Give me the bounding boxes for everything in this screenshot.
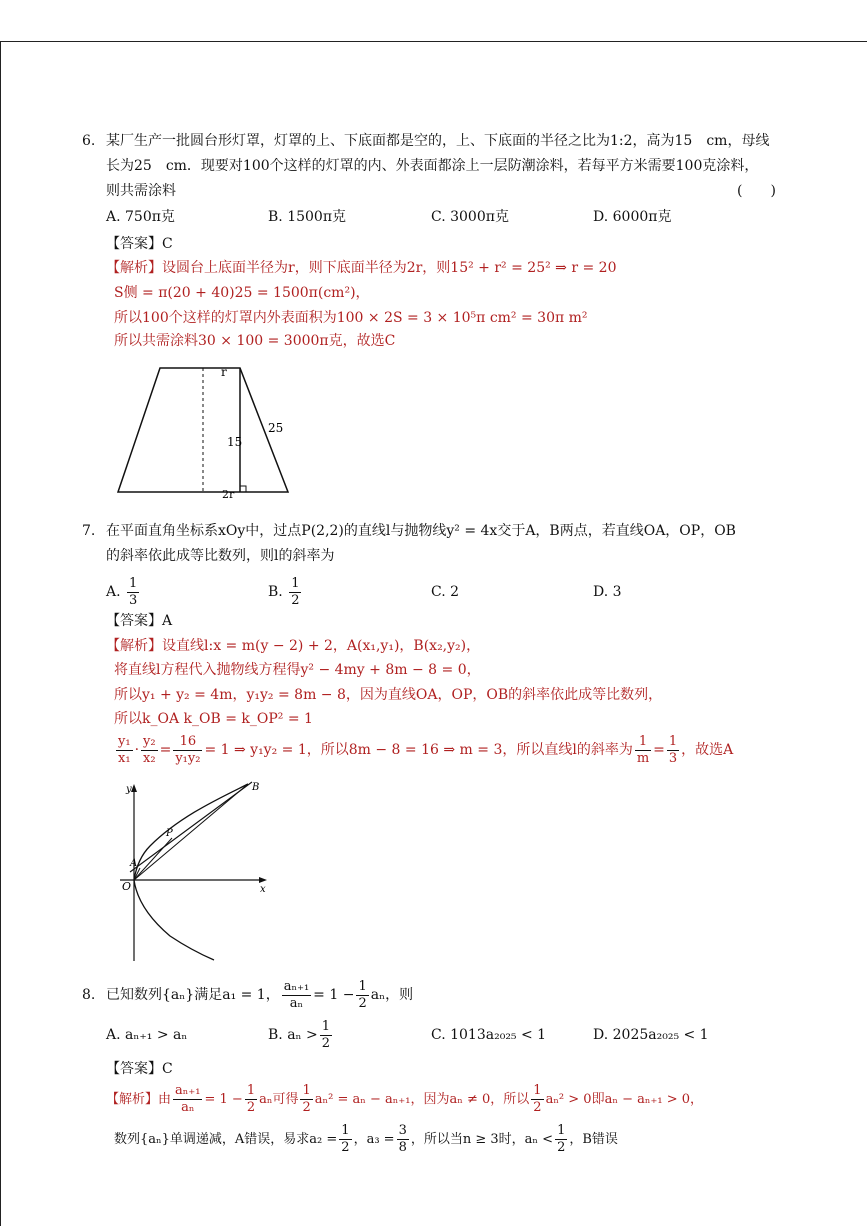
q7-solution-tag: 【解析】 [106, 638, 162, 654]
q7-answer: A [162, 613, 173, 629]
frac [555, 1123, 567, 1156]
label-r: r [221, 365, 227, 379]
frac-den: aₙ [181, 1100, 195, 1115]
q6-solution-line3: 所以100个这样的灯罩内外表面积为100 × 2S = 3 × 10⁵π cm² = 30π m² [114, 310, 588, 326]
q7-option-a-label: A. [106, 584, 121, 600]
frac [339, 1123, 351, 1156]
q8-solution-line2 [114, 1122, 618, 1158]
frac [300, 1083, 312, 1116]
q6-stem-line3: 则共需涂料 [106, 183, 176, 199]
frac-den: 2 [291, 592, 300, 608]
frac-den: 2 [246, 1100, 256, 1115]
frac-num: 1 [635, 734, 651, 751]
frac-num: 1 [129, 575, 138, 591]
q6-option-c: C. 3000π克 [431, 209, 509, 225]
q8-sol-text: = 1 − [204, 1092, 243, 1107]
q8-sol-text: 由 [158, 1092, 172, 1107]
q8-option-b-label: B. aₙ > [268, 1027, 318, 1043]
q7-solution-text1: 设直线l:x = m(y − 2) + 2，A(x₁,y₁)，B(x₂,y₂)， [162, 638, 481, 654]
x-axis-arrow [259, 877, 267, 883]
frac-den: 2 [358, 995, 367, 1011]
frac [245, 1083, 257, 1116]
frac-num: 1 [358, 978, 367, 994]
q6-solution-line2: S侧 = π(20 + 40)25 = 1500π(cm²)， [114, 285, 370, 301]
parabola-curve [134, 784, 248, 960]
q8-option-c: C. 1013a₂₀₂₅ < 1 [431, 1027, 547, 1043]
frac [531, 1083, 543, 1116]
frac-den: 2 [302, 1100, 311, 1115]
q6-option-d: D. 6000π克 [593, 209, 672, 225]
page-left-border [0, 41, 1, 1226]
frac-num: aₙ₊₁ [283, 978, 310, 994]
frac-den: 8 [398, 1140, 407, 1155]
frac [320, 1019, 332, 1052]
frac-num: 1 [557, 1123, 566, 1138]
label-B: B [252, 782, 260, 793]
frac-den: m [636, 750, 650, 766]
q8-option-d: D. 2025a₂₀₂₅ < 1 [593, 1027, 709, 1043]
q8-answer: C [162, 1061, 173, 1077]
q6-solution-tag: 【解析】 [106, 260, 162, 276]
q6-option-b: B. 1500π克 [268, 209, 347, 225]
q8-stem-part-c: aₙ，则 [370, 987, 414, 1003]
q6-number: 6. [82, 133, 96, 149]
frac-num: 1 [246, 1083, 256, 1098]
q6-stem-line1: 某厂生产一批圆台形灯罩，灯罩的上、下底面都是空的，上、下底面的半径之比为1:2，高为15 cm，母线 [106, 133, 770, 149]
right-angle-mark [240, 486, 246, 492]
frac-num: 1 [302, 1083, 311, 1098]
frac [397, 1123, 409, 1156]
frac [173, 1083, 202, 1116]
q7-stem-line1: 在平面直角坐标系xOy中，过点P(2,2)的直线l与抛物线y² = 4x交于A，B两点，若直线OA，OP，OB [106, 523, 736, 539]
q6-answer-line [106, 234, 173, 254]
q7-option-b-fraction [289, 576, 301, 609]
frac-num: 1 [291, 575, 300, 591]
segment-OB [134, 784, 248, 880]
frac-den: 2 [557, 1140, 566, 1155]
q7-number: 7. [82, 523, 96, 539]
frac-den: aₙ [289, 995, 304, 1011]
q7-answer-tag: 【答案】 [106, 613, 162, 629]
frac-num: aₙ₊₁ [175, 1083, 201, 1098]
q8-sol-text: aₙ² > 0即aₙ − aₙ₊₁ > 0， [545, 1092, 703, 1107]
q7-solution-line5: $\frac{\text{y₁}}{\text{x₁}}$ · $\frac{\text{y₂}}{\text{x₂}}$ = $\frac{16}{\text{y₁y₂}}$ = 1 ⇒ y₁y₂ = 1，所以8m − 8 = 16 ⇒ m = 3，所以直线l的斜率为 $\frac{1}{m}$ = $\frac{1}{3}$ ，故选A [118, 733, 734, 766]
q8-sol-text: ，a₃ = [353, 1132, 395, 1147]
frac-num: 1 [668, 733, 678, 749]
q6-answer-tag: 【答案】 [106, 236, 162, 252]
frac-den: 3 [129, 592, 138, 608]
frac-num: y₂ [143, 733, 156, 749]
frac-num: y₁ [118, 733, 131, 749]
frac-num: 1 [321, 1018, 331, 1034]
q7-option-b [268, 575, 303, 609]
q6-stem-line2: 长为25 cm．现要对100个这样的灯罩的内、外表面都涂上一层防潮涂料，若每平方米需要100克涂料， [106, 158, 759, 174]
q6-answer: C [162, 236, 173, 252]
q8-number: 8. [82, 987, 96, 1003]
q7-parabola-figure [110, 776, 280, 966]
frac-den: 2 [321, 1035, 331, 1051]
q7-solution-line1 [106, 636, 480, 656]
segment-OP [134, 838, 172, 880]
q7-option-a-fraction [127, 576, 139, 609]
q7-option-c: C. 2 [431, 584, 460, 600]
q7-stem-line2: 的斜率依此成等比数列，则l的斜率为 [106, 548, 335, 564]
q7-option-a [106, 575, 141, 609]
label-P: P [166, 828, 173, 839]
frac [141, 734, 158, 767]
frac [667, 734, 679, 767]
q7-option-d: D. 3 [593, 584, 622, 600]
label-x: x [260, 884, 266, 895]
q7-solution-line4: 所以k_OA k_OB = k_OP² = 1 [114, 711, 313, 727]
q7-solution-line2: 将直线l方程代入抛物线方程得y² − 4my + 8m − 8 = 0， [114, 662, 481, 678]
q6-frustum-figure [110, 360, 300, 502]
frac-num: 3 [398, 1123, 407, 1138]
frac [635, 734, 651, 767]
q6-solution-line4: 所以共需涂料30 × 100 = 3000π克，故选C [114, 333, 396, 349]
q8-sol-text: ，B错误 [569, 1132, 618, 1147]
frac-num: 1 [533, 1083, 542, 1098]
page-top-border [0, 41, 867, 42]
frac [356, 979, 368, 1012]
q8-stem-part-b: = 1 − [313, 987, 355, 1003]
q6-option-a: A. 750π克 [106, 209, 175, 225]
label-15: 15 [227, 435, 243, 449]
q8-sol-text: 数列{aₙ}单调递减，A错误，易求a₂ = [114, 1132, 338, 1147]
frac-den: y₁y₂ [175, 750, 201, 766]
frac-den: x₁ [118, 750, 131, 766]
frac-num: 1 [341, 1123, 350, 1138]
q7-answer-line [106, 611, 172, 631]
label-25: 25 [268, 421, 284, 435]
frac-den: 2 [533, 1100, 542, 1115]
frac-den: 2 [341, 1140, 350, 1155]
label-y: y [126, 784, 132, 795]
frac-den: 3 [668, 750, 678, 766]
q8-stem-part-a: 已知数列{aₙ}满足a₁ = 1， [106, 987, 280, 1003]
q8-sol-text: aₙ可得 [259, 1092, 299, 1107]
frac [116, 734, 133, 767]
q7-solution-end-text: ，故选A [681, 742, 734, 758]
q8-sol-text: ，所以当n ≥ 3时，aₙ < [410, 1132, 554, 1147]
q8-answer-tag: 【答案】 [106, 1061, 162, 1077]
label-A: A [130, 858, 138, 869]
label-2r: 2r [222, 488, 235, 501]
frac-den: x₂ [143, 750, 156, 766]
q8-answer-line [106, 1059, 173, 1079]
frac [282, 979, 311, 1012]
q6-answer-paren: ( ) [737, 183, 776, 199]
y-axis-arrow [131, 784, 137, 792]
q8-solution-tag: 【解析】 [106, 1092, 159, 1107]
q6-solution-text1: 设圆台上底面半径为r，则下底面半径为2r，则15² + r² = 25² ⇒ r = 20 [162, 260, 617, 276]
q7-option-b-label: B. [268, 584, 283, 600]
frac-num: 16 [173, 734, 202, 751]
label-O: O [122, 880, 132, 893]
frac [173, 734, 202, 767]
q7-solution-mid-text: = 1 ⇒ y₁y₂ = 1，所以8m − 8 = 16 ⇒ m = 3，所以直线l的斜率为 [204, 742, 633, 758]
q8-sol-text: aₙ² = aₙ − aₙ₊₁，因为aₙ ≠ 0，所以 [314, 1092, 530, 1107]
q8-option-b [268, 1017, 334, 1053]
q8-stem [106, 977, 413, 1013]
q7-solution-line3: 所以y₁ + y₂ = 4m，y₁y₂ = 8m − 8，因为直线OA，OP，OB的斜率依此成等比数列， [114, 687, 663, 703]
q6-solution-line1 [106, 258, 616, 278]
q8-solution-line1 [106, 1082, 703, 1118]
q8-option-a: A. aₙ₊₁ > aₙ [106, 1027, 188, 1043]
